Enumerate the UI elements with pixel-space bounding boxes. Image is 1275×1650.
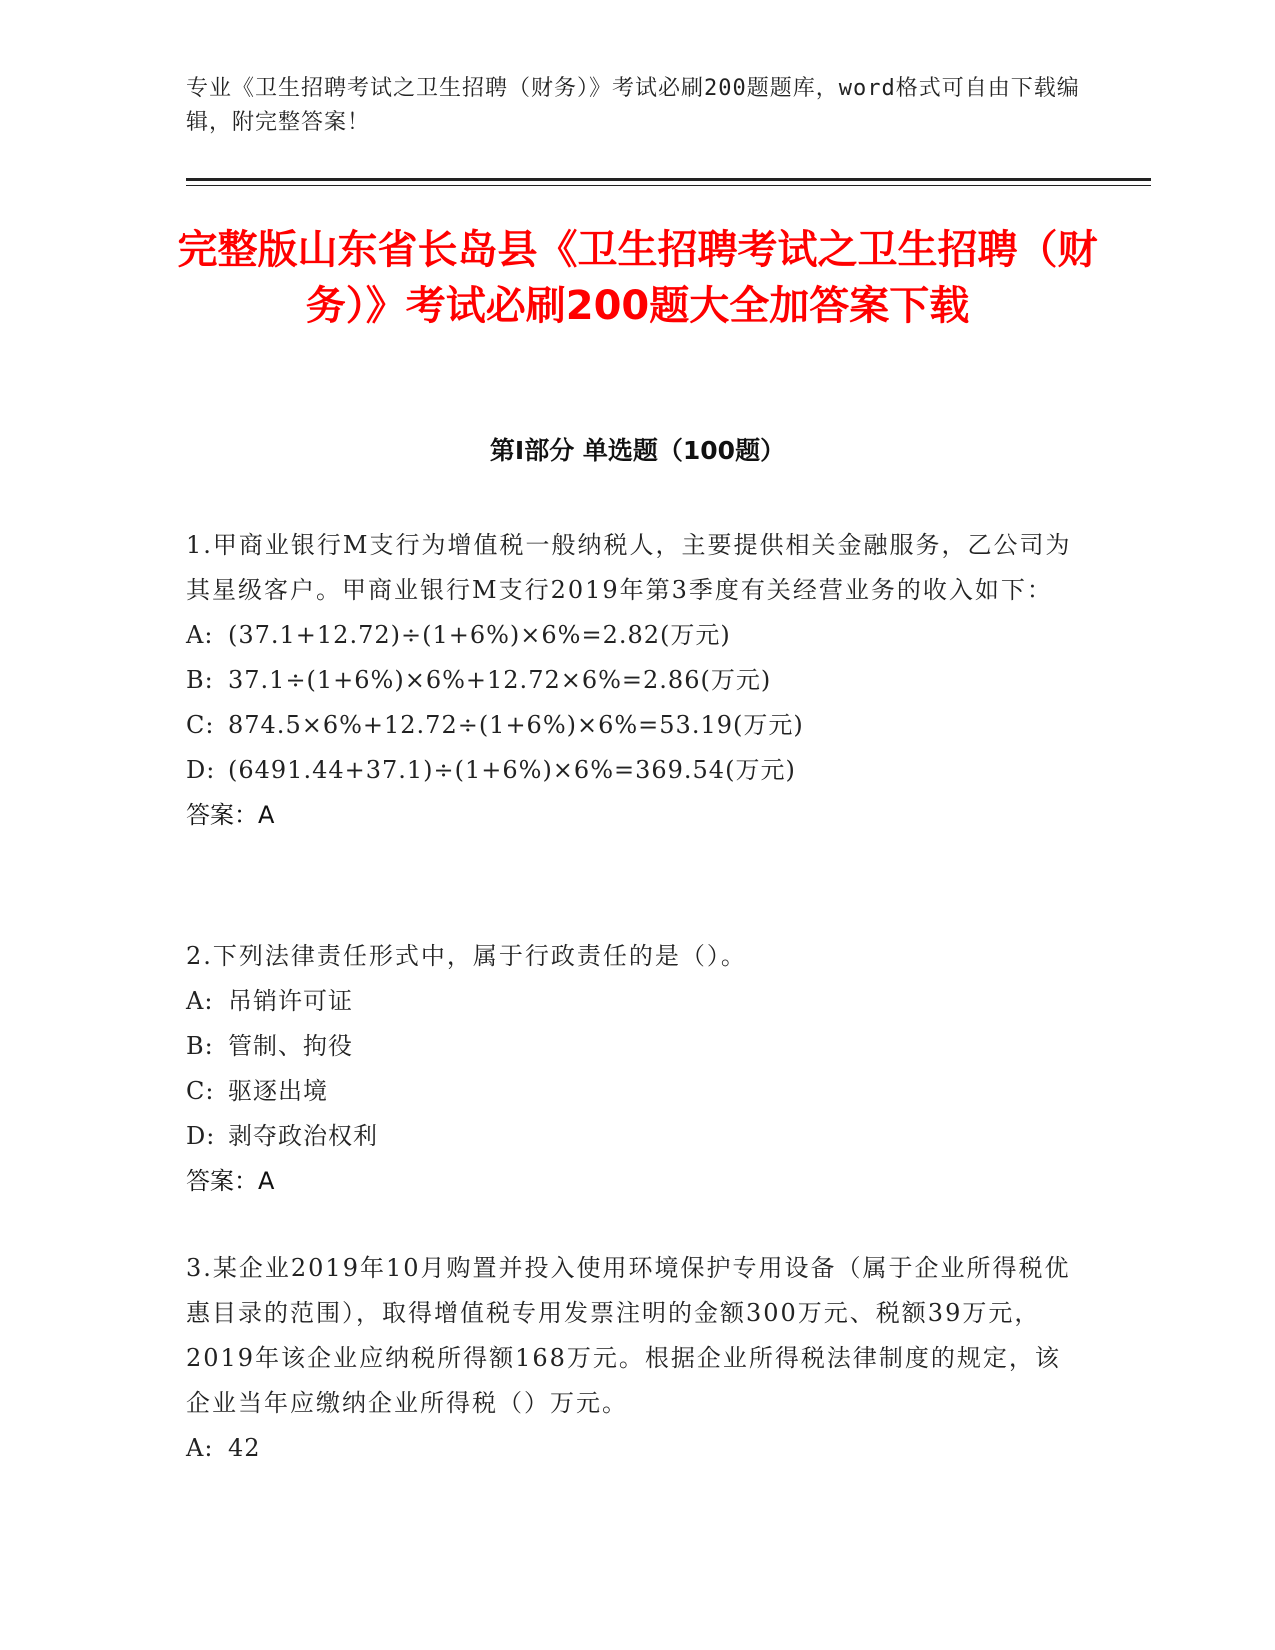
option-text: 驱逐出境 xyxy=(228,1077,328,1105)
section-title: 第I部分 单选题（100题） xyxy=(489,436,786,465)
header-note: 专业《卫生招聘考试之卫生招聘（财务）》考试必刷200题题库，word格式可自由下载编辑，附完整答案！ xyxy=(186,76,1080,135)
question-2 xyxy=(186,934,1086,1204)
option-c xyxy=(186,703,1086,748)
option-d xyxy=(186,1114,1086,1159)
option-b xyxy=(186,658,1086,703)
document-title: 完整版山东省长岛县《卫生招聘考试之卫生招聘（财务）》考试必刷200题大全加答案下载 xyxy=(177,227,1098,329)
option-label: D: xyxy=(186,756,216,784)
option-a xyxy=(186,1426,1086,1471)
option-d xyxy=(186,748,1086,793)
question-1 xyxy=(186,523,1086,838)
option-label: B: xyxy=(186,1032,214,1060)
question-stem: 1.甲商业银行M支行为增值税一般纳税人，主要提供相关金融服务，乙公司为其星级客户。甲商业银行M支行2019年第3季度有关经营业务的收入如下： xyxy=(186,531,1072,604)
option-label: D: xyxy=(186,1122,216,1150)
option-text: (37.1+12.72)÷(1+6%)×6%=2.82(万元) xyxy=(228,621,731,649)
option-text: 吊销许可证 xyxy=(228,987,353,1015)
option-text: 42 xyxy=(228,1434,261,1462)
header-divider-thick xyxy=(186,178,1151,181)
option-text: 剥夺政治权利 xyxy=(228,1122,378,1150)
option-label: C: xyxy=(186,1077,215,1105)
option-label: A: xyxy=(186,1434,214,1462)
option-a xyxy=(186,979,1086,1024)
answer: 答案：A xyxy=(186,1167,275,1195)
option-label: A: xyxy=(186,987,214,1015)
header-divider-thin xyxy=(186,185,1151,186)
option-label: B: xyxy=(186,666,214,694)
question-stem: 2.下列法律责任形式中，属于行政责任的是（）。 xyxy=(186,942,747,970)
option-text: 管制、拘役 xyxy=(228,1032,353,1060)
option-b xyxy=(186,1024,1086,1069)
option-text: 874.5×6%+12.72÷(1+6%)×6%=53.19(万元) xyxy=(228,711,804,739)
option-c xyxy=(186,1069,1086,1114)
question-3 xyxy=(186,1246,1086,1471)
question-stem: 3.某企业2019年10月购置并投入使用环境保护专用设备（属于企业所得税优惠目录的范围），取得增值税专用发票注明的金额300万元、税额39万元，2019年该企业应纳税所得额168万元。根据企业所得税法律制度的规定，该企业当年应缴纳企业所得税（）万元。 xyxy=(186,1254,1071,1417)
option-label: A: xyxy=(186,621,214,649)
option-text: 37.1÷(1+6%)×6%+12.72×6%=2.86(万元) xyxy=(228,666,772,694)
option-label: C: xyxy=(186,711,215,739)
option-text: (6491.44+37.1)÷(1+6%)×6%=369.54(万元) xyxy=(228,756,796,784)
answer: 答案：A xyxy=(186,801,275,829)
option-a xyxy=(186,613,1086,658)
